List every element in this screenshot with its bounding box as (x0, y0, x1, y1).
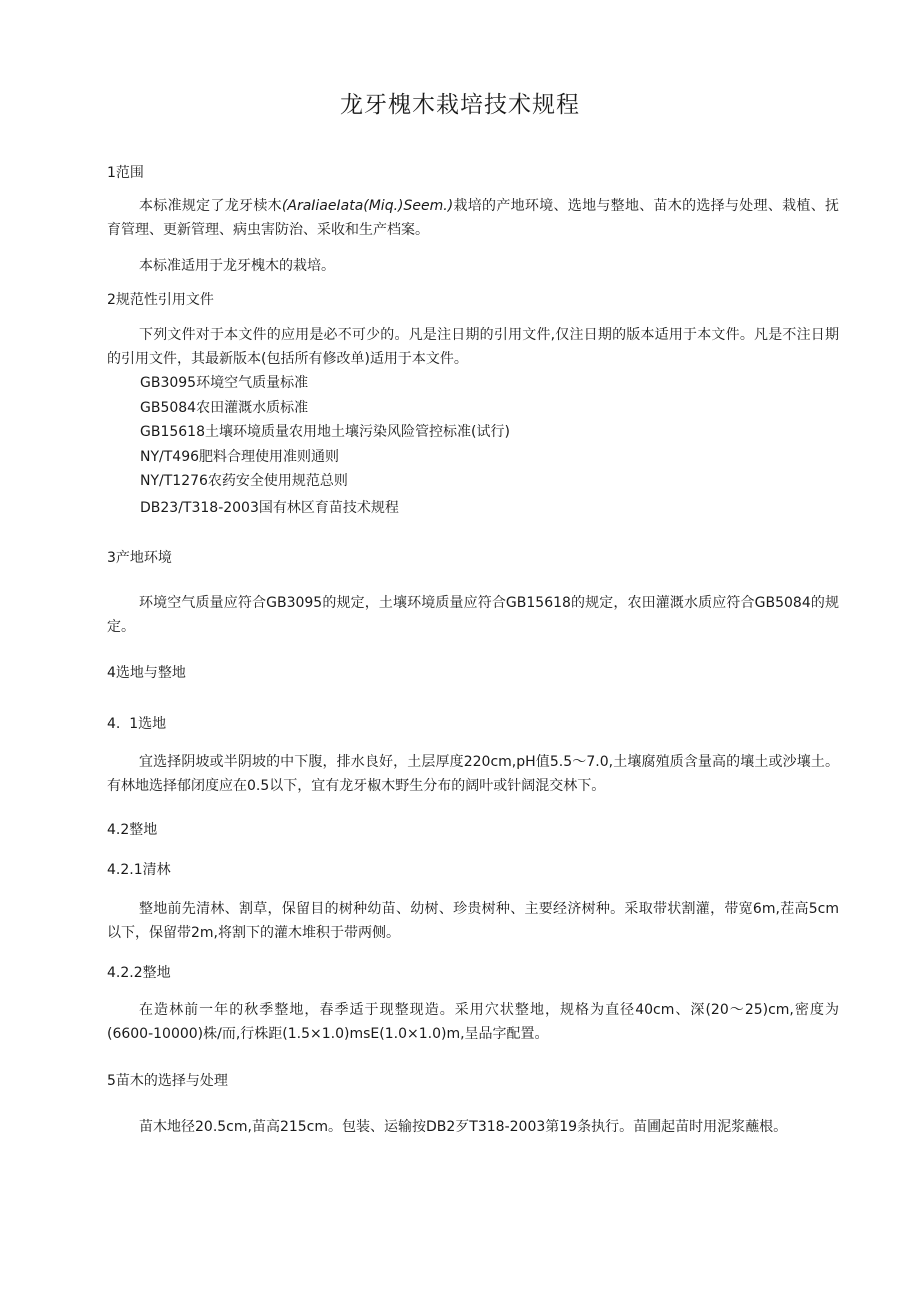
s1-p1-pre: 本标准规定了龙牙椟木 (139, 198, 282, 214)
reference-item: GB3095环境空气质量标准 (140, 375, 309, 391)
s1-p1-post: 栽培的产地环境、选地与整地、苗木的选择与处理、栽植、抚育管理、更新管理、病虫害防治、采收和生产档案。 (107, 198, 840, 238)
reference-item: NY/T496肥料合理使用准则通则 (140, 449, 340, 465)
subsection-4-1-heading: 4. 1选地 (107, 716, 167, 732)
section-1-heading: 1范围 (107, 165, 144, 181)
section-5-paragraph-1: 苗木地径20.5cm,苗高215cm。包装、运输按DB2歹T318-2003第19条执行。苗圃起苗时用泥浆蘸根。 (139, 1119, 788, 1135)
section-4-heading: 4选地与整地 (107, 665, 186, 681)
reference-item: DB23/T318-2003国有林区育苗技术规程 (140, 500, 399, 516)
section-1-paragraph-2: 本标准适用于龙牙槐木的栽培。 (139, 258, 335, 274)
section-3-heading: 3产地环境 (107, 550, 172, 566)
reference-item: NY/T1276农药安全使用规范总则 (140, 473, 348, 489)
subsection-4-2-2-paragraph: 在造林前一年的秋季整地，春季适于现整现造。采用穴状整地，规格为直径40cm、深(20～25)cm,密度为(6600-10000)株/而,行株距(1.5×1.0)msE(1.0×1.0)m,呈品字配置。 (107, 1002, 839, 1042)
subsection-4-2-1-paragraph: 整地前先清林、割草，保留目的树种幼苗、幼树、珍贵树种、主要经济树种。采取带状割灌，带宽6m,茬高5cm以下，保留带2m,将割下的灌木堆积于带两侧。 (107, 901, 839, 941)
section-5-heading: 5苗木的选择与处理 (107, 1073, 228, 1089)
document-title: 龙牙槐木栽培技术规程 (340, 92, 580, 118)
subsection-4-2-1-heading: 4.2.1清林 (107, 862, 171, 878)
section-2-heading: 2规范性引用文件 (107, 292, 214, 308)
section-3-paragraph-1: 环境空气质量应符合GB3095的规定，土壤环境质量应符合GB15618的规定，农田灌溉水质应符合GB5084的规定。 (107, 595, 839, 635)
section-1-paragraph-1 (107, 194, 839, 242)
subsection-4-2-2-heading: 4.2.2整地 (107, 965, 171, 981)
s1-p1-latin: (AraIiaeIata(Miq.)Seem.) (281, 198, 454, 214)
reference-item: GB5084农田灌溉水质标准 (140, 400, 309, 416)
section-2-paragraph-1: 下列文件对于本文件的应用是必不可少的。凡是注日期的引用文件,仅注日期的版本适用于本文件。凡是不注日期的引用文件，其最新版本(包括所有修改单)适用于本文件。 (107, 327, 839, 367)
reference-item: GB15618土壤环境质量农用地土壤污染风险管控标准(试行) (140, 424, 510, 440)
subsection-4-2-heading: 4.2整地 (107, 822, 158, 838)
subsection-4-1-paragraph: 宜选择阴坡或半阴坡的中下腹，排水良好，土层厚度220cm,pH值5.5～7.0,土壤腐殖质含量高的壤土或沙壤土。有林地选择郁闭度应在0.5以下，宜有龙牙椒木野生分布的阔叶或针阔混交林下。 (107, 754, 839, 794)
